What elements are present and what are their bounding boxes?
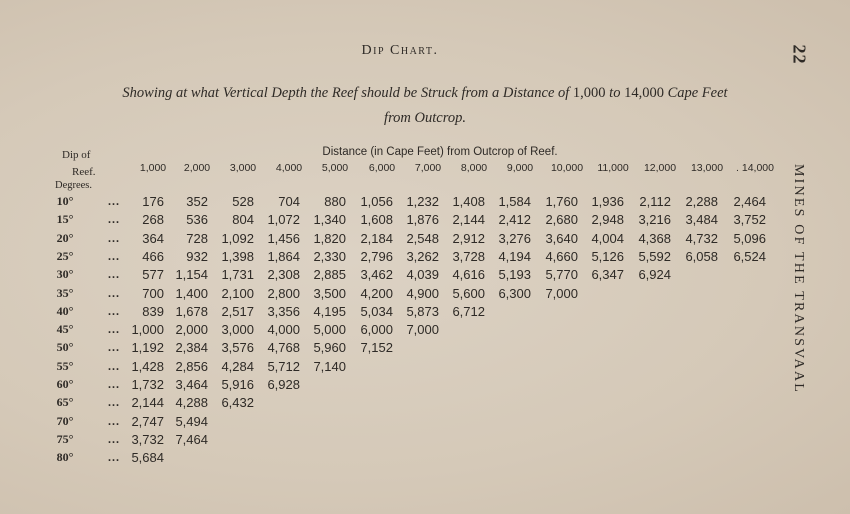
depth-value: 2,464 [733, 194, 766, 209]
depth-value: 7,464 [175, 431, 208, 447]
depth-value: 5,960 [313, 340, 346, 356]
depth-value: 466 [142, 248, 164, 264]
depth-value: 7,000 [406, 322, 439, 338]
depth-value: 4,200 [360, 285, 393, 301]
depth-value: 6,712 [452, 303, 485, 319]
depth-value: 4,616 [452, 267, 485, 283]
depth-value: 1,192 [131, 340, 164, 356]
depth-value: 4,368 [638, 230, 671, 246]
dip-of-label: Dip of [62, 149, 91, 161]
depth-value: 3,464 [175, 377, 208, 392]
depth-value: 6,347 [591, 267, 624, 283]
depth-value: 6,058 [685, 248, 718, 264]
depth-value: 1,428 [131, 358, 164, 374]
depth-value: 5,000 [313, 322, 346, 338]
depth-value: 352 [186, 194, 208, 209]
depth-value: 5,494 [175, 413, 208, 429]
depth-value: 1,408 [452, 194, 485, 209]
dip-angle: 30° [56, 267, 74, 282]
depth-value: 3,732 [131, 431, 164, 447]
depth-value: 3,262 [406, 248, 439, 264]
leader-dots: ... [108, 267, 120, 282]
depth-value: 5,592 [638, 248, 671, 264]
depth-value: 3,728 [452, 248, 485, 264]
depth-value: 3,276 [498, 230, 531, 246]
depth-value: 4,000 [267, 322, 300, 338]
depth-value: 2,796 [360, 248, 393, 264]
depth-value: 7,140 [313, 358, 346, 374]
depth-value: 1,456 [267, 230, 300, 246]
depth-value: 6,928 [267, 377, 300, 392]
depth-value: 2,912 [452, 230, 485, 246]
depth-value: 3,484 [685, 212, 718, 228]
depth-value: 2,800 [267, 285, 300, 301]
depth-value: 364 [142, 230, 164, 246]
depth-value: 2,412 [498, 212, 531, 228]
depth-value: 1,731 [221, 267, 254, 283]
depth-value: 5,096 [733, 230, 766, 246]
depth-value: 5,034 [360, 303, 393, 319]
distance-header: 1,000 [139, 162, 167, 174]
depth-value: 2,330 [313, 248, 346, 264]
depth-value: 268 [142, 212, 164, 228]
depth-value: 804 [232, 212, 254, 228]
depth-value: 4,195 [313, 303, 346, 319]
depth-value: 1,876 [406, 212, 439, 228]
subtitle-line-2: from Outcrop. [384, 110, 466, 126]
depth-value: 3,752 [733, 212, 766, 228]
leader-dots: ... [108, 413, 120, 428]
depth-value: 2,288 [685, 194, 718, 209]
dip-angle: 70° [56, 413, 74, 428]
depth-value: 1,092 [221, 230, 254, 246]
leader-dots: ... [108, 377, 120, 391]
leader-dots: ... [108, 322, 120, 337]
depth-value: 1,232 [406, 194, 439, 209]
depth-value: 4,284 [221, 358, 254, 374]
depth-value: 5,684 [131, 450, 164, 466]
dip-angle: 40° [56, 303, 74, 318]
depth-value: 2,000 [175, 322, 208, 338]
depth-value: 7,152 [360, 340, 393, 356]
depth-value: 3,216 [638, 212, 671, 228]
subtitle-post: Cape Feet [667, 85, 728, 101]
depth-value: 2,517 [221, 303, 254, 319]
depth-value: 2,144 [452, 212, 485, 228]
dip-angle: 25° [56, 248, 74, 263]
depth-value: 5,873 [406, 303, 439, 319]
depth-value: 1,608 [360, 212, 393, 228]
depth-value: 1,398 [221, 248, 254, 264]
depth-value: 2,112 [639, 194, 671, 209]
depth-value: 2,144 [131, 395, 164, 411]
depth-value: 1,678 [175, 303, 208, 319]
depth-value: 932 [186, 248, 208, 264]
depth-value: 1,400 [175, 285, 208, 301]
leader-dots: ... [108, 194, 120, 208]
depth-value: 4,660 [545, 248, 578, 264]
depth-value: 839 [142, 303, 164, 319]
dip-angle: 60° [56, 377, 74, 391]
distance-header: 12,000 [643, 162, 677, 174]
dip-angle: 80° [56, 450, 74, 465]
running-head: MINES OF THE TRANSVAAL [791, 164, 806, 395]
distance-header: 13,000 [690, 162, 724, 174]
dip-angle: 35° [56, 285, 74, 300]
depth-value: 1,820 [313, 230, 346, 246]
depth-value: 577 [142, 267, 164, 283]
subtitle-pre: Showing at what Vertical Depth the Reef should be Struck from a Distance of [122, 85, 570, 101]
depth-value: 2,680 [545, 212, 578, 228]
reef-label: Reef. [72, 166, 96, 178]
dip-angle: 45° [56, 322, 74, 337]
depth-value: 2,885 [313, 267, 346, 283]
dip-angle: 20° [56, 230, 74, 245]
depth-value: 4,732 [685, 230, 718, 246]
dip-angle: 15° [56, 212, 74, 227]
leader-dots: ... [108, 285, 120, 300]
depth-value: 2,384 [175, 340, 208, 356]
distance-header: 7,000 [414, 162, 442, 174]
dip-angle: 65° [56, 395, 74, 410]
subtitle-end-distance: 14,000 [624, 85, 664, 101]
depth-value: 2,548 [406, 230, 439, 246]
depth-value: 704 [278, 194, 300, 209]
leader-dots: ... [108, 431, 120, 446]
depth-value: 3,640 [545, 230, 578, 246]
distance-header: 10,000 [550, 162, 584, 174]
degrees-label: Degrees. [55, 180, 93, 191]
depth-value: 5,770 [545, 267, 578, 283]
leader-dots: ... [108, 230, 120, 245]
depth-value: 1,936 [591, 194, 624, 209]
depth-value: 6,000 [360, 322, 393, 338]
depth-value: 528 [232, 194, 254, 209]
depth-value: 1,732 [131, 377, 164, 392]
depth-value: 5,916 [221, 377, 254, 392]
depth-value: 4,039 [406, 267, 439, 283]
leader-dots: ... [108, 450, 120, 465]
distance-header: 3,000 [229, 162, 257, 174]
depth-value: 4,288 [175, 395, 208, 411]
distance-header: 5,000 [321, 162, 349, 174]
depth-value: 1,154 [175, 267, 208, 283]
depth-value: 1,584 [498, 194, 531, 209]
depth-value: 536 [186, 212, 208, 228]
distance-header: 9,000 [506, 162, 534, 174]
depth-value: 4,194 [498, 248, 531, 264]
depth-value: 880 [324, 194, 346, 209]
depth-value: 5,712 [267, 358, 300, 374]
distance-header: . 14,000 [736, 162, 774, 174]
depth-value: 1,864 [267, 248, 300, 264]
depth-value: 4,900 [406, 285, 439, 301]
depth-value: 3,462 [360, 267, 393, 283]
page-number: 22 [789, 44, 810, 65]
leader-dots: ... [108, 248, 120, 263]
depth-value: 2,856 [175, 358, 208, 374]
dip-angle: 50° [56, 340, 74, 355]
depth-value: 7,000 [545, 285, 578, 301]
depth-value: 5,126 [591, 248, 624, 264]
depth-value: 2,100 [221, 285, 254, 301]
depth-value: 2,747 [131, 413, 164, 429]
depth-value: 1,760 [545, 194, 578, 209]
depth-value: 3,500 [313, 285, 346, 301]
distance-header: 6,000 [368, 162, 396, 174]
depth-value: 6,300 [498, 285, 531, 301]
depth-value: 5,600 [452, 285, 485, 301]
leader-dots: ... [108, 395, 120, 410]
depth-value: 728 [186, 230, 208, 246]
depth-value: 3,000 [221, 322, 254, 338]
depth-value: 2,308 [267, 267, 300, 283]
depth-value: 2,184 [360, 230, 393, 246]
depth-value: 2,948 [591, 212, 624, 228]
distance-header: 2,000 [183, 162, 211, 174]
distance-caption: Distance (in Cape Feet) from Outcrop of Reef. [322, 146, 558, 158]
depth-value: 3,576 [221, 340, 254, 356]
depth-value: 176 [142, 194, 164, 209]
distance-header: 11,000 [597, 162, 629, 174]
depth-value: 6,432 [221, 395, 254, 411]
leader-dots: ... [108, 358, 120, 373]
dip-angle: 75° [56, 431, 74, 446]
depth-value: 1,340 [313, 212, 346, 228]
depth-value: 1,000 [131, 322, 164, 338]
depth-value: 1,056 [360, 194, 393, 209]
depth-value: 3,356 [267, 303, 300, 319]
depth-value: 4,768 [267, 340, 300, 356]
dip-angle: 55° [56, 358, 74, 373]
dip-angle: 10° [56, 194, 74, 208]
subtitle-mid: to [609, 85, 621, 101]
depth-value: 6,524 [733, 248, 766, 264]
subtitle-start-distance: 1,000 [572, 85, 606, 101]
depth-value: 1,072 [267, 212, 300, 228]
leader-dots: ... [108, 303, 120, 318]
depth-value: 5,193 [498, 267, 531, 283]
leader-dots: ... [108, 340, 120, 355]
distance-header: 8,000 [460, 162, 488, 174]
leader-dots: ... [108, 212, 120, 227]
distance-header: 4,000 [275, 162, 303, 174]
depth-value: 700 [142, 285, 164, 301]
depth-value: 6,924 [638, 267, 671, 283]
depth-value: 4,004 [591, 230, 624, 246]
chart-title: Dip Chart. [361, 43, 439, 58]
subtitle-line-1 [60, 85, 790, 102]
